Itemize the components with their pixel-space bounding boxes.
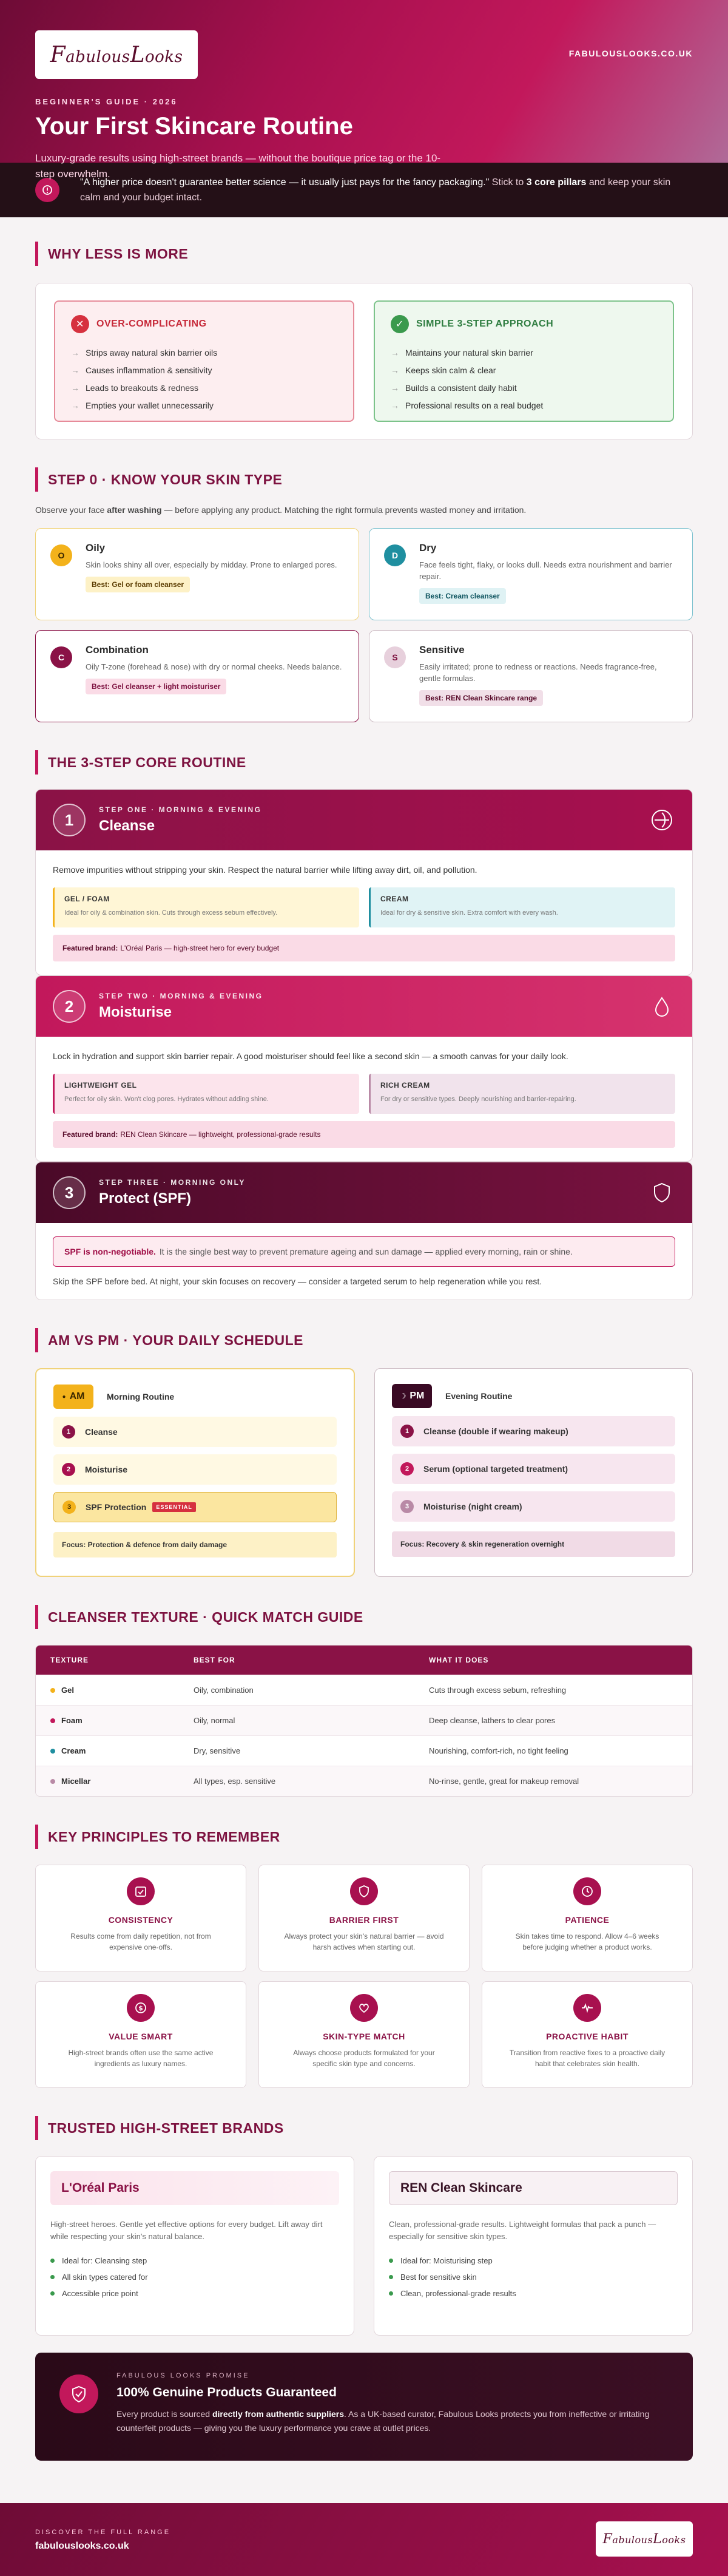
logo-text: FabulousLooks [602, 2531, 686, 2547]
step-number: 1 [53, 804, 86, 836]
principle-card: CONSISTENCY Results come from daily repetition, not from expensive one-offs. [35, 1865, 246, 1971]
skin-card-sensitive[interactable] [369, 630, 693, 722]
am-label: Morning Routine [107, 1392, 175, 1402]
brand-desc: Clean, professional-grade results. Lightweight formulas that pack a punch — especially for sensitive skin types. [389, 2220, 656, 2241]
skin-desc: Face feels tight, flaky, or looks dull. Needs extra nourishment and barrier repair. [419, 560, 672, 581]
option-gel-foam: GEL / FOAM Ideal for oily & combination skin. Cuts through excess sebum effectively. [53, 887, 359, 927]
table-row: Foam Oily, normal Deep cleanse, lathers to clear pores [36, 1705, 692, 1735]
sun-icon: ● [62, 1393, 66, 1400]
promise-text: Every product is sourced directly from authentic suppliers. As a UK-based curator, Fabulous Looks protects you from ineffective or irritating counterfeit products — giving you the luxury performance you crave at outlet prices. [116, 2409, 650, 2433]
section-heading: AM VS PM · YOUR DAILY SCHEDULE [35, 1328, 693, 1352]
skin-name: Dry [419, 542, 437, 554]
list-item: → Maintains your natural skin barrier [391, 348, 533, 358]
am-pill: ● AM [53, 1385, 93, 1409]
principle-card: BARRIER FIRST Always protect your skin's natural barrier — avoid harsh actives when starting out. [258, 1865, 470, 1971]
footer [0, 2503, 728, 2576]
am-step: 2 Moisturise [53, 1454, 337, 1485]
skin-name: Combination [86, 644, 149, 656]
section-heading: THE 3-STEP CORE ROUTINE [35, 750, 693, 774]
section-heading: STEP 0 · KNOW YOUR SKIN TYPE [35, 467, 693, 492]
shield-icon [350, 1877, 378, 1905]
pm-step: 3 Moisturise (night cream) [392, 1491, 675, 1522]
am-focus: Focus: Protection & defence from daily damage [53, 1532, 337, 1557]
page-subtitle: Luxury-grade results using high-street brands — without the boutique price tag or the 10-step overwhelm. [35, 152, 441, 180]
step-title: Cleanse [99, 818, 155, 834]
routine-section [35, 750, 693, 1300]
pm-label: Evening Routine [445, 1391, 513, 1401]
hero-tag: BEGINNER'S GUIDE · 2026 [35, 97, 178, 106]
why-panel [35, 283, 693, 439]
bad-list [71, 344, 337, 415]
brand-name: REN Clean Skincare [389, 2171, 678, 2205]
skin-type-section [35, 467, 693, 722]
list-item: → Builds a consistent daily habit [391, 383, 517, 393]
list-item: → Leads to breakouts & redness [71, 383, 199, 393]
principles-section [35, 1825, 693, 2088]
list-item: Clean, professional-grade results [389, 2285, 678, 2302]
skin-badge: C [50, 646, 72, 668]
over-complicating-card: ✕ OVER-COMPLICATING → Strips away natural skin barrier oils → Causes inflammation & sensitivity → Leads to breakouts & redness → Empties your wallet unnecessarily [54, 300, 354, 422]
svg-text:$: $ [138, 2004, 143, 2012]
clock-icon [573, 1877, 601, 1905]
list-item: → Empties your wallet unnecessarily [71, 401, 214, 410]
skin-desc: Skin looks shiny all over, especially by midday. Prone to enlarged pores. [86, 560, 337, 569]
good-list [391, 344, 657, 415]
step-header [36, 1162, 692, 1223]
step-number: 2 [53, 990, 86, 1023]
brand-name: L'Oréal Paris [50, 2171, 339, 2205]
schedule-section [35, 1328, 693, 1577]
moon-icon: ☽ [399, 1392, 406, 1400]
featured-brand: Featured brand: REN Clean Skincare — lightweight, professional-grade results [53, 1121, 675, 1148]
why-section [35, 242, 693, 439]
option-rich-cream: RICH CREAM For dry or sensitive types. Deeply nourishing and barrier-repairing. [369, 1074, 675, 1114]
list-item: → Keeps skin calm & clear [391, 365, 496, 375]
step-cleanse [35, 789, 693, 975]
pm-step: 1 Cleanse (double if wearing makeup) [392, 1416, 675, 1446]
am-card [35, 1368, 355, 1577]
skin-name: Sensitive [419, 644, 465, 656]
essential-badge: ESSENTIAL [152, 1502, 196, 1512]
shield-icon [650, 1181, 674, 1208]
step-text: Lock in hydration and support skin barrier repair. A good moisturiser should feel like a second skin — a smooth canvas for your daily look. [53, 1051, 568, 1061]
pm-card [374, 1368, 693, 1577]
skin-badge: O [50, 544, 72, 566]
table-row: Micellar All types, esp. sensitive No-rinse, gentle, great for makeup removal [36, 1766, 692, 1796]
principle-card: SKIN-TYPE MATCH Always choose products formulated for your specific skin type and concerns. [258, 1981, 470, 2088]
step-kicker: STEP TWO · MORNING & EVENING [99, 992, 263, 1000]
brand-card-ren[interactable] [374, 2156, 693, 2336]
step-text: Remove impurities without stripping your skin. Respect the natural barrier while lifting away dirt, oil, and pollution. [53, 865, 477, 875]
section-heading: CLEANSER TEXTURE · QUICK MATCH GUIDE [35, 1605, 693, 1629]
am-step: 3 SPF Protection ESSENTIAL [53, 1492, 337, 1522]
step-header [36, 790, 692, 850]
section-heading: TRUSTED HIGH-STREET BRANDS [35, 2116, 693, 2140]
list-item: Best for sensitive skin [389, 2269, 678, 2285]
logo-text: FabulousLooks [50, 42, 183, 67]
skin-desc: Oily T-zone (forehead & nose) with dry or normal cheeks. Needs balance. [86, 662, 342, 671]
skin-desc: Easily irritated; prone to redness or reactions. Needs fragrance-free, gentle formulas. [419, 662, 657, 683]
check-icon: ✓ [391, 315, 409, 333]
table-row: Cream Dry, sensitive Nourishing, comfort-rich, no tight feeling [36, 1735, 692, 1766]
promise-banner [35, 2353, 693, 2461]
skin-best-tag: Best: Cream cleanser [419, 588, 506, 604]
skin-badge: D [384, 544, 406, 566]
brand-card-loreal[interactable] [35, 2156, 354, 2336]
featured-brand: Featured brand: L'Oréal Paris — high-street hero for every budget [53, 935, 675, 961]
skin-card-combination[interactable] [35, 630, 359, 722]
spf-note: Skip the SPF before bed. At night, your skin focuses on recovery — consider a targeted serum to help regeneration while you rest. [53, 1276, 542, 1286]
step-kicker: STEP THREE · MORNING ONLY [99, 1178, 246, 1187]
table-header: TEXTURE BEST FOR WHAT IT DOES [36, 1646, 692, 1675]
logo[interactable] [35, 30, 198, 79]
principle-card: $ VALUE SMART High-street brands often use the same active ingredients as luxury names. [35, 1981, 246, 2088]
step-kicker: STEP ONE · MORNING & EVENING [99, 805, 262, 814]
list-item: Ideal for: Cleansing step [50, 2252, 339, 2269]
section-heading: KEY PRINCIPLES TO REMEMBER [35, 1825, 693, 1849]
skin-best-tag: Best: Gel or foam cleanser [86, 577, 190, 592]
list-item: All skin types catered for [50, 2269, 339, 2285]
principle-card: PATIENCE Skin takes time to respond. Allow 4–6 weeks before judging whether a product works. [482, 1865, 693, 1971]
pulse-icon [573, 1994, 601, 2022]
step-header [36, 976, 692, 1037]
spf-callout: SPF is non-negotiable. It is the single best way to prevent premature ageing and sun damage — applied every morning, rain or shine. [53, 1236, 675, 1267]
section-heading: WHY LESS IS MORE [35, 242, 693, 266]
quote-text: "A higher price doesn't guarantee better science — it usually just pays for the fancy packaging." Stick to 3 core pillars and keep your skin calm and your budget intact. [80, 177, 671, 203]
skin-card-dry[interactable] [369, 528, 693, 620]
list-item: Ideal for: Moisturising step [389, 2252, 678, 2269]
skin-best-tag: Best: REN Clean Skincare range [419, 690, 543, 706]
check-calendar-icon [127, 1877, 155, 1905]
site-url-link[interactable]: FABULOUSLOOKS.CO.UK [568, 49, 693, 58]
pm-focus: Focus: Recovery & skin regeneration overnight [392, 1531, 675, 1557]
step-moisturise [35, 975, 693, 1162]
option-lightweight-gel: LIGHTWEIGHT GEL Perfect for oily skin. Won't clog pores. Hydrates without adding shine. [53, 1074, 359, 1114]
step-number: 3 [53, 1176, 86, 1209]
skin-badge: S [384, 646, 406, 668]
option-cream: CREAM Ideal for dry & sensitive skin. Extra comfort with every wash. [369, 887, 675, 927]
footer-logo[interactable] [596, 2521, 693, 2557]
skin-card-oily[interactable] [35, 528, 359, 620]
heart-icon [350, 1994, 378, 2022]
texture-table [35, 1645, 693, 1797]
footer-url-link[interactable]: fabulouslooks.co.uk [35, 2541, 129, 2551]
simple-approach-card: ✓ SIMPLE 3-STEP APPROACH → Maintains your natural skin barrier → Keeps skin calm & clear → Builds a consistent daily habit → Professional results on a real budget [374, 300, 674, 422]
am-step: 1 Cleanse [53, 1417, 337, 1447]
promise-kicker: FABULOUS LOOKS PROMISE [116, 2372, 250, 2379]
promise-title: 100% Genuine Products Guaranteed [116, 2385, 337, 2399]
skin-best-tag: Best: Gel cleanser + light moisturiser [86, 679, 226, 694]
brand-desc: High-street heroes. Gentle yet effective options for every budget. Lift away dirt while respecting your skin's natural balance. [50, 2220, 323, 2241]
shield-check-icon [59, 2374, 98, 2413]
skin-intro: Observe your face after washing — before applying any product. Matching the right formula prevents wasted money and irritation. [35, 505, 527, 515]
step-title: Protect (SPF) [99, 1190, 192, 1207]
skin-grid [35, 528, 693, 722]
table-row: Gel Oily, combination Cuts through excess sebum, refreshing [36, 1675, 692, 1705]
brands-section [35, 2116, 693, 2461]
list-item: → Causes inflammation & sensitivity [71, 365, 212, 375]
page-title: Your First Skincare Routine [35, 113, 353, 140]
step-title: Moisturise [99, 1004, 172, 1020]
list-item: Accessible price point [50, 2285, 339, 2302]
texture-section [35, 1605, 693, 1797]
skin-name: Oily [86, 542, 106, 554]
droplet-sweep-icon [650, 808, 674, 835]
pm-step: 2 Serum (optional targeted treatment) [392, 1454, 675, 1484]
footer-kicker: DISCOVER THE FULL RANGE [35, 2529, 171, 2536]
close-icon: ✕ [71, 315, 89, 333]
list-item: → Strips away natural skin barrier oils [71, 348, 218, 358]
droplet-icon [650, 994, 674, 1022]
principle-card: PROACTIVE HABIT Transition from reactive fixes to a proactive daily habit that celebrates skin health. [482, 1981, 693, 2088]
step-protect [35, 1162, 693, 1300]
pm-pill: ☽ PM [392, 1384, 432, 1408]
dollar-icon [127, 1994, 155, 2022]
list-item: → Professional results on a real budget [391, 401, 544, 410]
hero-header [0, 0, 728, 180]
